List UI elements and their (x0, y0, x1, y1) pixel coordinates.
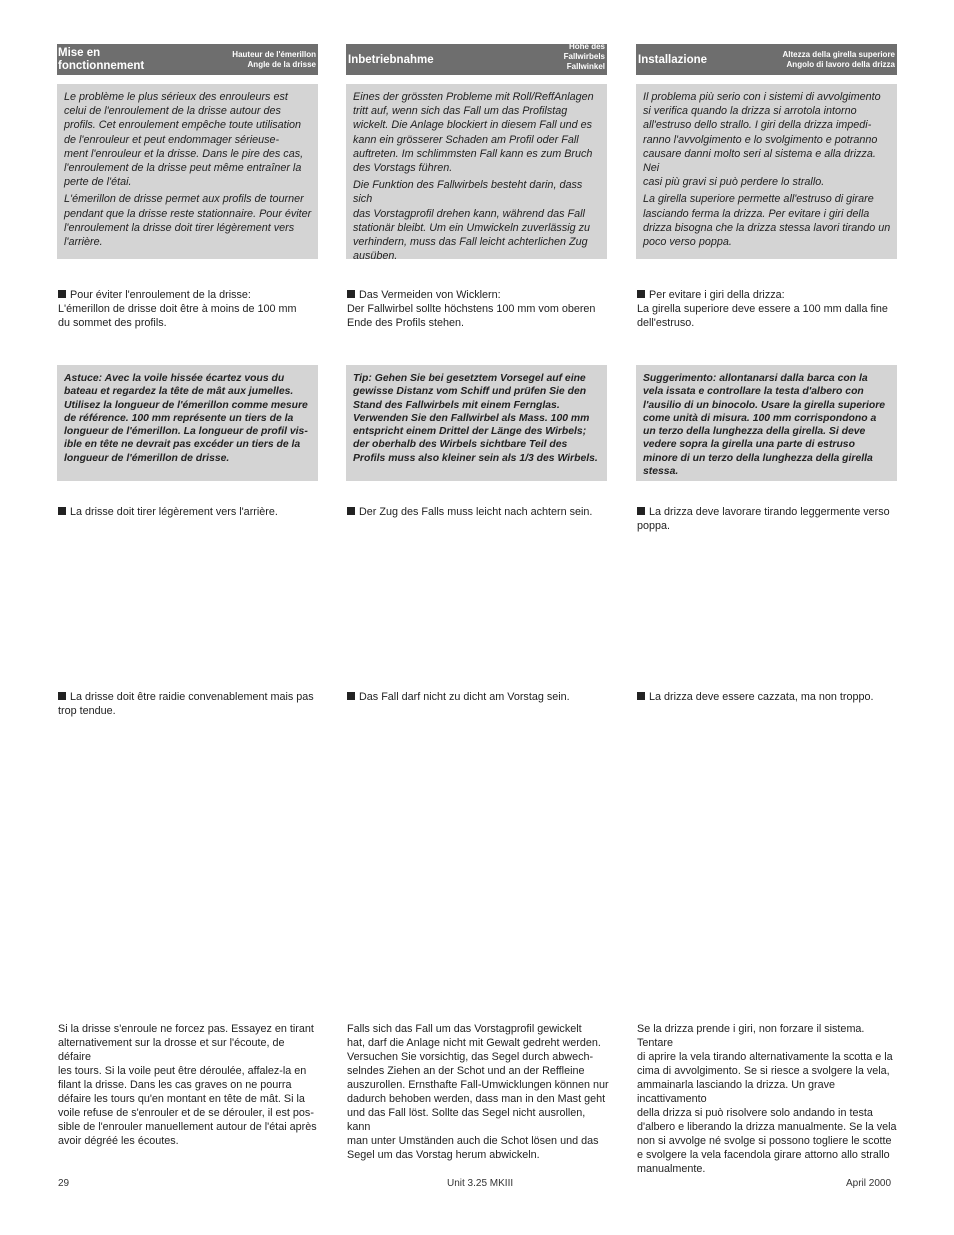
bullet-item (347, 505, 609, 519)
bullet-text: Das Vermeiden von Wicklern: Der Fallwirbel sollte höchstens 100 mm vom oberen Ende des Profils stehen. (347, 289, 596, 329)
bullet-square-icon (58, 290, 66, 298)
intro-box (346, 84, 607, 263)
section-header (57, 44, 318, 75)
section-header (346, 44, 607, 75)
tip-text: Tip: Gehen Sie bei gesetztem Vorsegel auf eine gewisse Distanz vom Schiff und prüfen Sie den Stand des Fallwirbels mit einem Fernglas. Verwenden Sie den Fallwirbel als Mass. 100 mm entspricht einem Drittel der Länge des Wirbels; der oberhalb des Wirbels sichtbare Teil des Profils muss also kleiner sein als 1/3 des Wirbels. (353, 373, 598, 464)
tip-text: Astuce: Avec la voile hissée écartez vous du bateau et regardez la tête de mât aux jumelles. Utilisez la longueur de l'émerillon comme mesure de référence. 100 mm représente un tiers de la longueur de l'émerillon. La longueur de profil vis- ible en tête ne devrait pas excéder un tiers de la longueur de l'émerillon de drisse. (64, 373, 308, 464)
unit-label: Unit 3.25 MKIII (447, 1178, 514, 1189)
column-french (57, 44, 318, 1147)
tip-box (636, 365, 897, 481)
bullet-item (58, 288, 320, 330)
bullet-text: Der Zug des Falls muss leicht nach achtern sein. (359, 506, 593, 518)
bullet-text: Pour éviter l'enroulement de la drisse: L'émerillon de drisse doit être à moins de 100 mm du sommet des profils. (58, 289, 297, 329)
intro-paragraph: Eines der grössten Probleme mit Roll/ReffAnlagen tritt auf, wenn sich das Fall um das Profilstag wickelt. Die Anlage blockiert in diesem Fall und es kann ein grösserer Schaden am Profil oder Fall auftreten. Im schlimmsten Fall kann es zum Bruch des Vorstags führen. (353, 91, 594, 175)
closing-paragraph: Si la drisse s'enroule ne forcez pas. Essayez en tirant alternativement sur la drosse et sur l'écoute, de défaire les tours. Si la voile peut être déroulée, affalez-la en filant la drisse. Dans les cas graves on ne pourra défaire les tours qu'en montant en tête de mât. Si la voile refuse de s'enrouler et de se dérouler, il est pos- sible de l'enrouler manuellement autour de l'étai après avoir dégréé les écoutes. (58, 1023, 317, 1147)
section-title: Mise en fonctionnement (58, 47, 145, 72)
bullet-item (58, 505, 320, 519)
closing-paragraph: Falls sich das Fall um das Vorstagprofil gewickelt hat, darf die Anlage nicht mit Gewalt gedreht werden. Versuchen Sie vorsichtig, das Segel durch abwech- selndes Ziehen an der Schot und an der Reffleine auszurollen. Ernsthafte Fall-Umwicklungen können nur dadurch behoben werden, dass man in den Mast geht und das Fall löst. Sollte das Segel nicht ausrollen, kann man unter Umständen auch die Schot lösen und das Segel um das Vorstag herum abwickeln. (347, 1023, 609, 1161)
section-title: Installazione (638, 54, 708, 66)
bullet-text: La drizza deve essere cazzata, ma non troppo. (649, 691, 874, 703)
bullet-square-icon (637, 290, 645, 298)
tip-box (346, 365, 607, 481)
section-header (636, 44, 897, 75)
intro-box (57, 84, 318, 259)
bullet-text: Das Fall darf nicht zu dicht am Vorstag sein. (359, 691, 570, 703)
intro-paragraph: Le problème le plus sérieux des enrouleurs est celui de l'enroulement de la drisse autour des profils. Cet enroulement empêche toute utilisation de l'enrouleur et peut endommager sérieuse- ment l'enrouleur et la drisse. Dans le pire des cas, l'enroulement de la drisse peut même entraîner la perte de l'étai. (64, 91, 304, 189)
bullet-text: La drisse doit être raidie convenablement mais pas trop tendue. (58, 691, 314, 717)
intro-paragraph: Die Funktion des Fallwirbels besteht darin, dass sich das Vorstagprofil drehen kann, während das Fall stationär bleibt. Um ein Umwickeln zuverlässig zu verhindern, muss das Fall leicht achterlichen Zug ausüben. (353, 179, 591, 263)
bullet-item (347, 690, 609, 704)
bullet-text: Per evitare i giri della drizza: La girella superiore deve essere a 100 mm dalla fine dell'estruso. (637, 289, 888, 329)
bullet-item (637, 505, 899, 533)
section-subtitle: Altezza della girella superiore Angolo di lavoro della drizza (782, 50, 895, 69)
bullet-square-icon (637, 507, 645, 515)
bullet-item (637, 690, 899, 704)
intro-paragraph: L'émerillon de drisse permet aux profils de tourner pendant que la drisse reste stationnaire. Pour éviter l'enroulement la drisse doit tirer légèrement vers l'arrière. (64, 193, 312, 249)
bullet-square-icon (58, 507, 66, 515)
closing-paragraph: Se la drizza prende i giri, non forzare il sistema. Tentare di aprire la vela tirando alternativamente la scotta e la cima di avvolgimento. Se si riesce a svolgere la vela, ammainarla lasciando la drizza. Un grave incattivamento della drizza si può risolvere solo andando in testa d'albero e liberando la drizza manualmente. Se la vela non si avvolge né svolge si possono togliere le scotte e svolgere la vela facendola girare attorno allo strallo manualmente. (637, 1023, 897, 1175)
section-subtitle: Hauteur de l'émerillon Angle de la drisse (232, 50, 316, 69)
bullet-item (58, 690, 320, 718)
bullet-text: La drisse doit tirer légèrement vers l'arrière. (70, 506, 278, 518)
tip-box (57, 365, 318, 481)
tip-text: Suggerimento: allontanarsi dalla barca con la vela issata e controllare la testa d'albero con l'ausilio di un binocolo. Usare la girella superiore come unità di misura. 100 mm corrispondono a un terzo della lunghezza della girella. Si deve vedere sopra la girella una parte di estruso minore di un terzo della lunghezza della girella stessa. (643, 373, 886, 478)
column-german (346, 42, 609, 1161)
bullet-item (637, 288, 899, 330)
bullet-square-icon (347, 507, 355, 515)
bullet-square-icon (637, 692, 645, 700)
bullet-square-icon (347, 290, 355, 298)
bullet-item (347, 288, 609, 330)
section-subtitle: Höhe des Fallwirbels Fallwinkel (563, 42, 605, 71)
intro-box (636, 84, 897, 259)
intro-paragraph: Il problema più serio con i sistemi di avvolgimento si verifica quando la drizza si arrotola intorno all'estruso dello strallo. I giri della drizza impedi- ranno l'avvolgimento e lo svolgimento e potranno causare danni molto seri al sistema e alla drizza. Nei casi più gravi si può perdere lo strallo. (643, 91, 881, 189)
bullet-square-icon (347, 692, 355, 700)
bullet-square-icon (58, 692, 66, 700)
bullet-text: La drizza deve lavorare tirando leggermente verso poppa. (637, 506, 890, 532)
column-italian (636, 44, 897, 1175)
section-title: Inbetriebnahme (348, 54, 434, 66)
intro-paragraph: La girella superiore permette all'estruso di girare lasciando ferma la drizza. Per evitare i giri della drizza bisogna che la drizza stessa lavori tirando un poco verso poppa. (643, 193, 891, 249)
page-number: 29 (58, 1178, 70, 1189)
date-label: April 2000 (846, 1178, 892, 1189)
